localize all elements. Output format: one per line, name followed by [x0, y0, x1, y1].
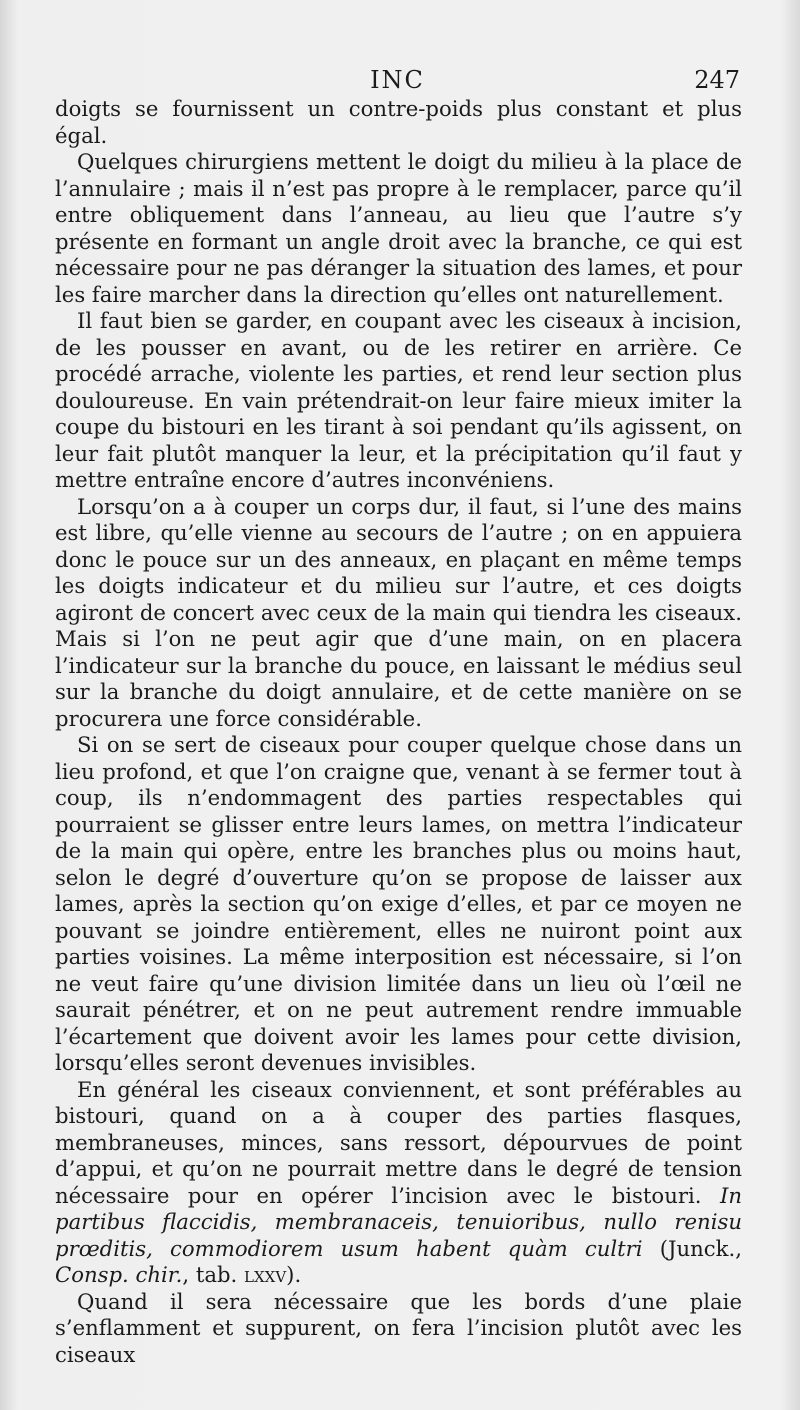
- citation-open: (Junck.,: [659, 1235, 742, 1261]
- body-text: [55, 96, 742, 1368]
- paragraph-text: En général les ciseaux conviennent, et sont préférables au bistouri, quand on a à couper des parties flasques, membraneuses, minces, sans ressort, dépourvues de point d’appui, et qu’on ne pourrait mettre dans le degré de tension nécessaire pour en opérer l’incision avec le bistouri.: [55, 1076, 742, 1208]
- page-header: [55, 66, 740, 96]
- latin-quote: In partibus flaccidis, membranaceis, tenuioribus, nullo renisu prœditis, commodiorem usum habent quàm cultri: [55, 1182, 742, 1261]
- paragraph: Si on se sert de ciseaux pour couper quelque chose dans un lieu profond, et que l’on craigne que, venant à se fermer tout à coup, ils n’endommagent des parties respectables qui pourraient se glisser entre leurs lames, on mettra l’indicateur de la main qui opère, entre les branches plus ou moins haut, selon le degré d’ouverture qu’on se propose de laisser aux lames, après la section qu’on exige d’elles, et par ce moyen ne pouvant se joindre entièrement, elles ne nuiront point aux parties voisines. La même interposition est nécessaire, si l’on ne veut faire qu’une division limitée dans un lieu où l’œil ne saurait pénétrer, et on ne peut autrement rendre immuable l’écartement que doivent avoir les lames pour cette division, lorsqu’elles seront devenues invisibles.: [55, 732, 742, 1075]
- paragraph-continued: doigts se fournissent un contre-poids plus constant et plus égal.: [55, 96, 742, 148]
- paragraph: Quelques chirurgiens mettent le doigt du milieu à la place de l’annulaire ; mais il n’est pas propre à le remplacer, parce qu’il entre obliquement dans l’anneau, au lieu que l’autre s’y présente en formant un angle droit avec la branche, ce qui est nécessaire pour ne pas déranger la situation des lames, et pour les faire marcher dans la direction qu’elles ont naturellement.: [55, 149, 742, 307]
- paragraph: Il faut bien se garder, en coupant avec les ciseaux à incision, de les pousser en avant, ou de les retirer en arrière. Ce procédé arrache, violente les parties, et rend leur section plus douloureuse. En vain prétendrait-on leur faire mieux imiter la coupe du bistouri en les tirant à soi pendant qu’ils agissent, on leur fait plutôt manquer la leur, et la précipitation qu’il faut y mettre entraîne encore d’autres inconvéniens.: [55, 308, 742, 492]
- citation-title: Consp. chir.: [55, 1262, 183, 1287]
- citation-table: lxxv: [244, 1262, 287, 1287]
- paragraph: Quand il sera nécessaire que les bords d’une plaie s’enflamment et suppurent, on fera l’incision plutôt avec les ciseaux: [55, 1288, 742, 1367]
- running-head: INC: [370, 66, 425, 94]
- paragraph: Lorsqu’on a à couper un corps dur, il faut, si l’une des mains est libre, qu’elle vienne au secours de l’autre ; on en appuiera donc le pouce sur un des anneaux, en plaçant en même temps les doigts indicateur et du milieu sur l’autre, et ces doigts agiront de concert avec ceux de la main qui tiendra les ciseaux. Mais si l’on ne peut agir que d’une main, on en placera l’indicateur sur la branche du pouce, en laissant le médius seul sur la branche du doigt annulaire, et de cette manière on se procurera une force considérable.: [55, 493, 742, 731]
- citation-close: , tab.: [182, 1262, 238, 1287]
- page-number: 247: [694, 66, 740, 94]
- paragraph-with-citation: [55, 1077, 742, 1289]
- citation-end: ).: [286, 1262, 302, 1287]
